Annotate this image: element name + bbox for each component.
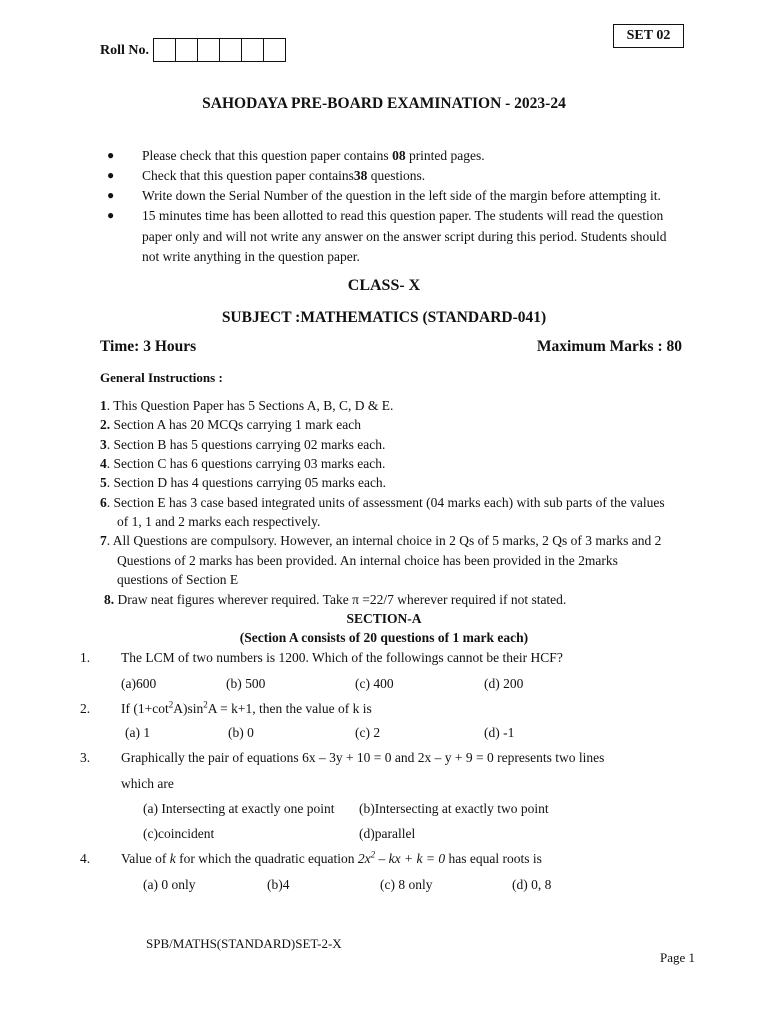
- option-c: (c) 8 only: [380, 877, 433, 892]
- note-text: Please check that this question paper contains 08 printed pages.: [142, 148, 485, 163]
- roll-number-cell: [153, 38, 176, 62]
- question-number: 1.: [80, 650, 91, 665]
- question-text: If $(1+\cot^2A)\sin^2A = k+1$, then the value of k is: [121, 699, 372, 716]
- instruction-item: 2. Section A has 20 MCQs carrying 1 mark each: [100, 417, 361, 432]
- option-d: (d) 200: [484, 676, 524, 691]
- instruction-item: 1. This Question Paper has 5 Sections A, B, C, D & E.: [100, 398, 394, 413]
- subject-title: SUBJECT :MATHEMATICS (STANDARD-041): [221, 309, 547, 326]
- question-number: 4.: [80, 851, 91, 866]
- note-text: 15 minutes time has been allotted to read this question paper. The students will read the question: [142, 208, 664, 223]
- roll-number-label: Roll No.: [100, 43, 149, 58]
- option-c: (c) 2: [355, 725, 381, 740]
- option-d: (d)parallel: [359, 826, 416, 841]
- note-item: [107, 148, 485, 164]
- option-a: (a)600: [121, 676, 157, 691]
- roll-number-cell: [197, 38, 220, 62]
- question-number: 3.: [80, 750, 91, 765]
- note-text: Write down the Serial Number of the question in the left side of the margin before attempting it.: [142, 188, 661, 203]
- option-b: (b)Intersecting at exactly two point: [359, 801, 549, 816]
- roll-number-cell: [175, 38, 198, 62]
- option-d: (d) -1: [484, 725, 515, 740]
- question-number: 2.: [80, 701, 91, 716]
- note-item: [107, 188, 661, 204]
- maximum-marks: Maximum Marks : 80: [536, 338, 682, 355]
- note-item: [107, 168, 425, 184]
- option-a: (a) 1: [125, 725, 151, 740]
- exam-title: SAHODAYA PRE-BOARD EXAMINATION - 2023-24: [202, 95, 566, 112]
- option-c: (c)coincident: [143, 826, 215, 841]
- roll-number-cell: [263, 38, 286, 62]
- set-number-box: SET 02: [613, 24, 684, 48]
- general-instructions-title: General Instructions :: [100, 370, 223, 385]
- instruction-item: 6. Section E has 3 case based integrated units of assessment (04 marks each) with sub parts of the values: [100, 495, 665, 510]
- class-title: CLASS- X: [347, 277, 421, 294]
- roll-number-cell: [219, 38, 242, 62]
- instruction-item: 4. Section C has 6 questions carrying 03 marks each.: [100, 456, 386, 471]
- question-text: Graphically the pair of equations 6x – 3y + 10 = 0 and 2x – y + 9 = 0 represents two lines: [121, 750, 605, 765]
- paper-code: SPB/MATHS(STANDARD)SET-2-X: [146, 936, 342, 951]
- question-text: The LCM of two numbers is 1200. Which of the followings cannot be their HCF?: [121, 650, 563, 665]
- instruction-text-continued: questions of Section E: [117, 572, 239, 587]
- option-b: (b)4: [267, 877, 290, 892]
- roll-number-cell: [241, 38, 264, 62]
- question-text-continued: which are: [121, 776, 174, 791]
- note-text: Check that this question paper contains38 questions.: [142, 168, 426, 183]
- option-a: (a) 0 only: [143, 877, 196, 892]
- option-b: (b) 0: [228, 725, 254, 740]
- instruction-item: 3. Section B has 5 questions carrying 02 marks each.: [100, 437, 386, 452]
- instruction-item: 5. Section D has 4 questions carrying 05 marks each.: [100, 475, 387, 490]
- instruction-item: 8. Draw neat figures wherever required. Take π =22/7 wherever required if not stated.: [104, 592, 567, 607]
- instruction-item: 7. All Questions are compulsory. However, an internal choice in 2 Qs of 5 marks, 2 Qs of 3 marks and 2: [100, 533, 662, 548]
- bullet-icon: ●: [107, 168, 115, 182]
- question-text: Value of k for which the quadratic equation $2x^2$ – kx + k = 0 has equal roots is: [121, 849, 542, 866]
- instruction-text-continued: Questions of 2 marks has been provided. An internal choice has been provided in the 2marks: [117, 553, 618, 568]
- option-c: (c) 400: [355, 676, 394, 691]
- option-b: (b) 500: [226, 676, 266, 691]
- bullet-icon: ●: [107, 208, 115, 222]
- note-text-continued: paper only and will not write any answer on the answer script during this period. Students should: [142, 229, 667, 244]
- option-d: (d) 0, 8: [512, 877, 552, 892]
- section-subtitle: (Section A consists of 20 questions of 1 mark each): [239, 630, 529, 645]
- option-a: (a) Intersecting at exactly one point: [143, 801, 335, 816]
- page-number: Page 1: [660, 950, 696, 965]
- time-allowed: Time: 3 Hours: [100, 338, 197, 355]
- instruction-text-continued: of 1, 1 and 2 marks each respectively.: [117, 514, 321, 529]
- bullet-icon: ●: [107, 188, 115, 202]
- section-title: SECTION-A: [346, 611, 422, 626]
- bullet-icon: ●: [107, 148, 115, 162]
- roll-number-boxes: [153, 38, 286, 62]
- note-text-continued: not write anything in the question paper.: [142, 249, 360, 264]
- note-item: [107, 208, 663, 224]
